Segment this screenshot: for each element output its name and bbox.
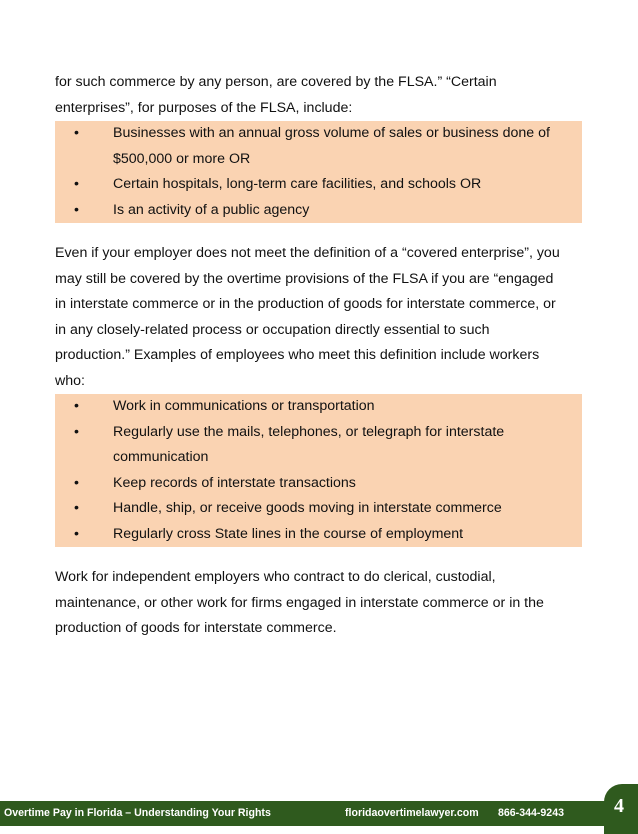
- list-item-text: Businesses with an annual gross volume of sales or business done of $500,000 or more OR: [113, 125, 550, 167]
- footer-title: Overtime Pay in Florida – Understanding Your Rights: [4, 807, 271, 819]
- list-item-text: Work in communications or transportation: [113, 398, 375, 414]
- footer-website-link[interactable]: floridaovertimelawyer.com: [345, 807, 479, 819]
- bullet-icon: •: [74, 525, 79, 542]
- bullet-icon: •: [74, 398, 79, 414]
- page-number: 4: [614, 795, 624, 817]
- paragraph-3-line: production of goods for interstate commerce.: [55, 620, 337, 636]
- paragraph-2-line: in interstate commerce or in the production of goods for interstate commerce, or: [55, 296, 556, 312]
- document-body: [55, 70, 582, 642]
- list-item: [55, 496, 582, 522]
- bullet-icon: •: [74, 125, 79, 141]
- paragraph-2-line: who:: [55, 372, 85, 389]
- bullet-icon: •: [74, 176, 79, 192]
- bullet-icon: •: [74, 500, 79, 516]
- list-item-text: Keep records of interstate transactions: [113, 474, 356, 491]
- paragraph-3-line: Work for independent employers who contract to do clerical, custodial,: [55, 569, 496, 585]
- list-item-text: Regularly use the mails, telephones, or telegraph for interstate communication: [113, 423, 505, 465]
- list-item-text: Handle, ship, or receive goods moving in interstate commerce: [113, 500, 502, 516]
- list-item: [55, 420, 582, 471]
- footer-bar: [0, 801, 638, 826]
- paragraph-2-line: Even if your employer does not meet the definition of a “covered enterprise”, you: [55, 245, 560, 261]
- page-footer: [0, 790, 638, 826]
- list-item-text: Regularly cross State lines in the course of employment: [113, 525, 464, 542]
- list-item: [55, 198, 582, 224]
- paragraph-3-line: maintenance, or other work for firms engaged in interstate commerce or in the: [55, 594, 544, 611]
- bullet-icon: •: [74, 201, 79, 218]
- list-item: [55, 121, 582, 172]
- intro-line-1: for such commerce by any person, are covered by the FLSA.” “Certain: [55, 74, 497, 90]
- spacer: [55, 223, 582, 241]
- list-item-text: Is an activity of a public agency: [113, 201, 310, 218]
- list-item: [55, 522, 582, 548]
- list-item: [55, 471, 582, 497]
- list-item: [55, 172, 582, 198]
- enterprise-criteria-list: [55, 121, 582, 223]
- worker-examples-list: [55, 394, 582, 547]
- bullet-icon: •: [74, 474, 79, 491]
- bullet-icon: •: [74, 423, 79, 440]
- list-item: [55, 394, 582, 420]
- list-item-text: Certain hospitals, long-term care facilities, and schools OR: [113, 176, 482, 192]
- footer-phone-link[interactable]: 866-344-9243: [498, 807, 564, 819]
- paragraph-2-line: may still be covered by the overtime provisions of the FLSA if you are “engaged: [55, 270, 554, 287]
- spacer: [55, 547, 582, 565]
- intro-line-2: enterprises”, for purposes of the FLSA, include:: [55, 99, 353, 116]
- footer-spacer: [0, 790, 638, 801]
- paragraph-2-line: production.” Examples of employees who meet this definition include workers: [55, 347, 540, 363]
- paragraph-2-line: in any closely-related process or occupation directly essential to such: [55, 321, 490, 338]
